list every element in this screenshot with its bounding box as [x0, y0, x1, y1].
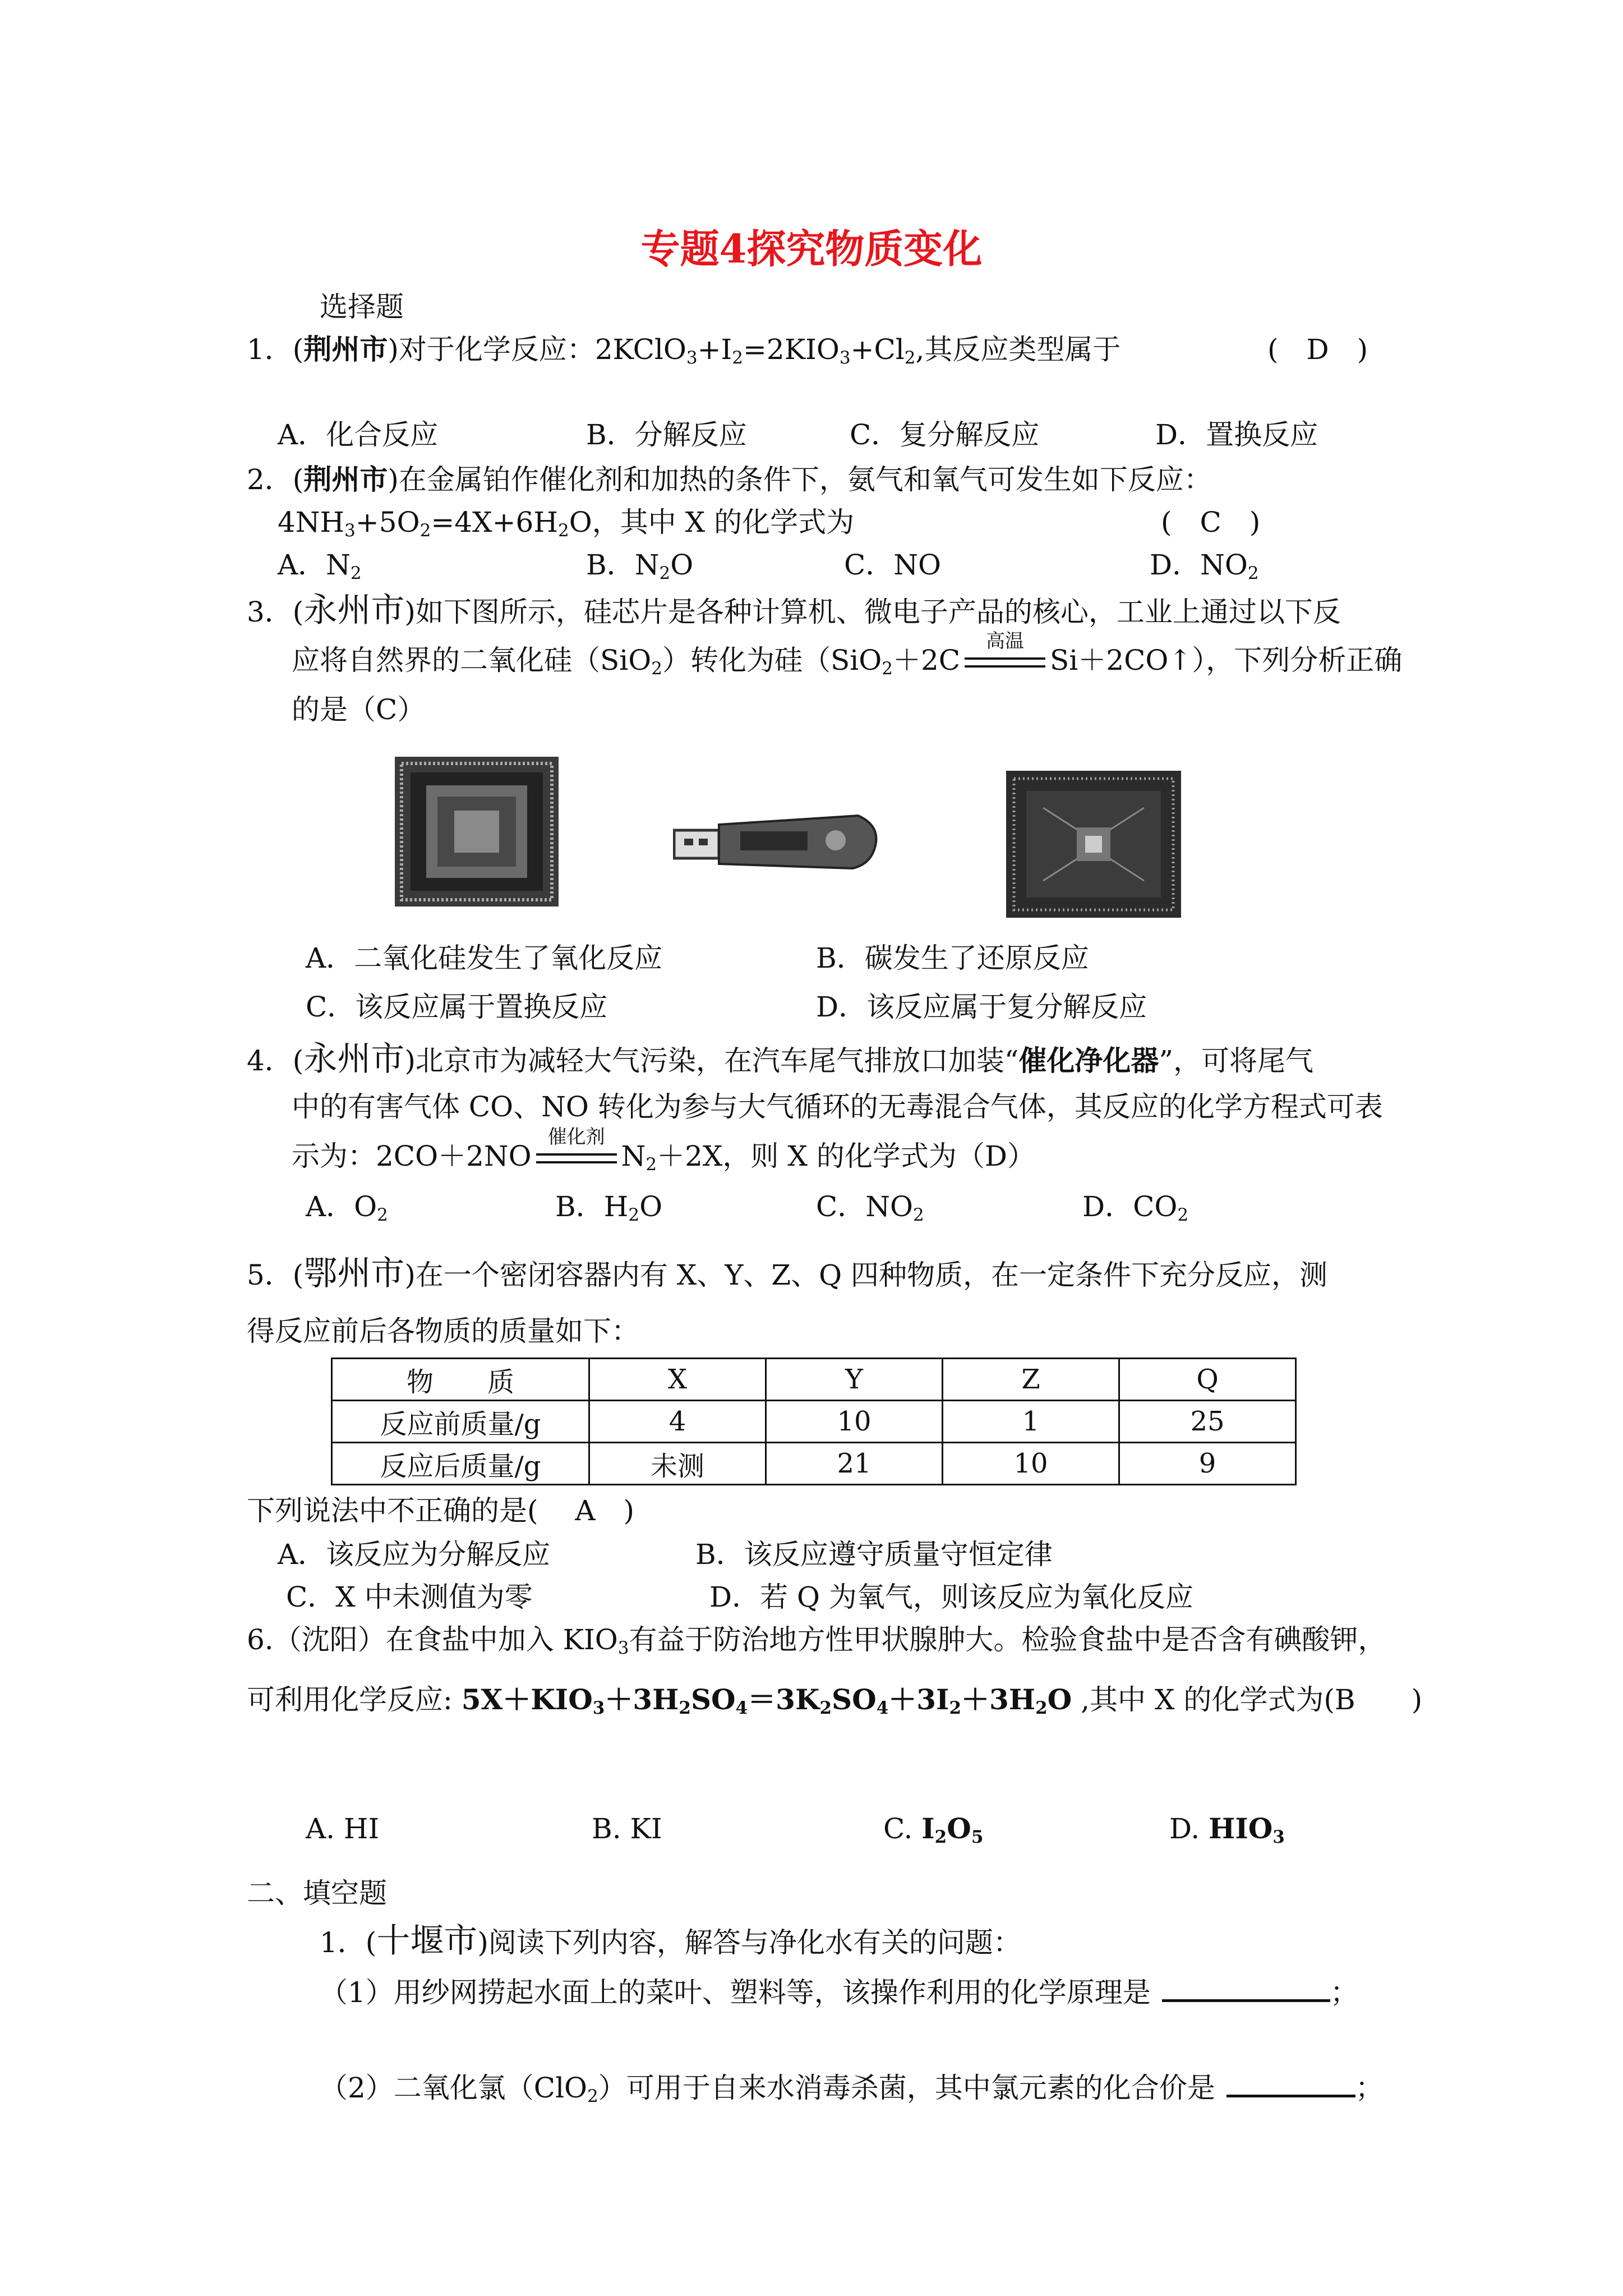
question-2-option-d: D．$NO_2$	[1150, 549, 1259, 583]
table-cell: 10	[766, 1401, 943, 1443]
question-2-stem: 2．(荆州市)在金属铂作催化剂和加热的条件下，氨气和氧气可发生如下反应：	[247, 463, 1212, 496]
mass-table	[331, 1358, 1297, 1485]
question-4-option-c: C．$NO_2$	[816, 1190, 924, 1225]
question-2-option-a: A．$N_2$	[278, 549, 362, 583]
question-3-option-d: D．该反应属于复分解反应	[816, 991, 1147, 1023]
section-fill-heading: 二、填空题	[247, 1877, 387, 1910]
question-4-line-2: 中的有害气体 CO、NO 转化为参与大气循环的无毒混合气体，其反应的化学方程式可表	[292, 1091, 1383, 1123]
section-choice-heading: 选择题	[320, 291, 404, 323]
question-6-option-a: A. HI	[306, 1812, 380, 1845]
question-4-option-b: B．$H_2O$	[555, 1190, 663, 1225]
question-1-answer: ( D )	[1267, 333, 1368, 366]
table-cell: 9	[1119, 1443, 1296, 1485]
table-header-cell: 物 质	[332, 1359, 589, 1401]
question-6-line-1: 6.（沈阳）在食盐中加入 $KIO_3$有益于防治地方性甲状腺肿大。检验食盐中是否含有碘酸钾，	[247, 1623, 1386, 1658]
answer-blank-2[interactable]	[1227, 2071, 1355, 2097]
question-3-line-2: 应将自然界的二氧化硅（SiO$_2$）转化为硅（SiO$_2$＋2C 高温 Si＋2CO↑），下列分析正确	[292, 630, 1403, 679]
question-5-option-a: A．该反应为分解反应	[278, 1538, 551, 1571]
question-2-equation: $4NH_3+5O_2=4X+6H_2O$，其中 X 的化学式为	[278, 506, 855, 541]
question-2-answer: ( C )	[1161, 506, 1261, 539]
table-cell: 反应后质量/g	[332, 1443, 589, 1485]
catalyst-condition: 催化剂	[532, 1144, 621, 1172]
question-3-line-1: 3．(永州市)如下图所示，硅芯片是各种计算机、微电子产品的核心，工业上通过以下反	[247, 591, 1341, 630]
fill-1-line-1: 1．(十堰市)阅读下列内容，解答与净化水有关的问题：	[320, 1921, 1021, 1961]
question-5-line-1: 5．(鄂州市)在一个密闭容器内有 X、Y、Z、Q 四种物质，在一定条件下充分反应，测	[247, 1254, 1327, 1293]
microchip-image	[1004, 769, 1183, 920]
fill-1-sub-2: （2）二氧化氯（ClO$_2$）可用于自来水消毒杀菌，其中氯元素的化合价是 ；	[320, 2072, 1384, 2106]
table-header-cell: Q	[1119, 1359, 1296, 1401]
question-3-option-a: A．二氧化硅发生了氧化反应	[306, 942, 663, 974]
table-header-cell: Z	[943, 1359, 1119, 1401]
question-1-option-a: A．化合反应	[278, 418, 439, 451]
answer-blank-1[interactable]	[1162, 1976, 1330, 2002]
question-6-option-b: B. KI	[592, 1812, 662, 1845]
fill-1-sub-1: （1）用纱网捞起水面上的菜叶、塑料等，该操作利用的化学原理是 ；	[320, 1976, 1358, 2009]
question-4-option-a: A．$O_2$	[306, 1190, 388, 1225]
table-cell: 21	[766, 1443, 943, 1485]
question-5-option-c: C．X 中未测值为零	[286, 1581, 533, 1613]
table-cell: 1	[943, 1401, 1119, 1443]
question-5-option-d: D．若 Q 为氧气，则该反应为氧化反应	[709, 1581, 1193, 1613]
question-3-line-3: 的是（C）	[292, 693, 426, 726]
question-6-option-c: C. $I_2O_5$	[883, 1812, 984, 1847]
question-4-option-d: D．$CO_2$	[1082, 1190, 1189, 1225]
table-header-cell: X	[589, 1359, 766, 1401]
table-row	[332, 1401, 1296, 1443]
page-title: 专题4探究物质变化	[640, 226, 983, 272]
high-temperature-condition: 高温	[960, 648, 1050, 677]
question-1-option-b: B．分解反应	[586, 418, 747, 451]
question-2-option-b: B．$N_2O$	[586, 549, 694, 583]
question-4-line-1: 4．(永州市)北京市为减轻大气污染，在汽车尾气排放口加装“催化净化器”，可将尾气	[247, 1039, 1313, 1079]
question-1-option-c: C．复分解反应	[850, 418, 1040, 451]
question-5-option-b: B．该反应遵守质量守恒定律	[695, 1538, 1053, 1571]
table-cell: 反应前质量/g	[332, 1401, 589, 1443]
table-cell: 10	[943, 1443, 1119, 1485]
question-6-option-d: D. $HIO_3$	[1169, 1812, 1285, 1847]
question-5-line-2: 得反应前后各物质的质量如下：	[247, 1315, 639, 1347]
usb-drive-image	[673, 808, 880, 875]
table-row	[332, 1443, 1296, 1485]
question-3-option-b: B．碳发生了还原反应	[816, 942, 1089, 974]
question-2-option-c: C．NO	[844, 549, 941, 581]
table-header-cell: Y	[766, 1359, 943, 1401]
question-3-option-c: C．该反应属于置换反应	[306, 991, 608, 1023]
table-header-row	[332, 1359, 1296, 1401]
table-cell: 25	[1119, 1401, 1296, 1443]
question-6-equation: $5X+KIO_3+3H_2SO_4=3K_2SO_4+3I_2+3H_2O$	[461, 1683, 1072, 1718]
question-5-prompt: 下列说法中不正确的是( A )	[247, 1494, 635, 1527]
cpu-chip-image	[393, 754, 561, 909]
table-cell: 4	[589, 1401, 766, 1443]
question-1-stem: 1．(荆州市)对于化学反应：$2KClO_3+I_2=2KIO_3+Cl_2$,其反应类型属于	[247, 333, 1121, 368]
table-cell: 未测	[589, 1443, 766, 1485]
question-1-option-d: D．置换反应	[1155, 418, 1318, 451]
question-4-line-3: 示为：2CO＋2NO 催化剂 $N_2+2X$，则 X 的化学式为（D）	[292, 1126, 1035, 1175]
question-6-line-2: 可利用化学反应: $5X+KIO_3+3H_2SO_4=3K_2SO_4+3I_2+3H_2O$ ,其中 X 的化学式为(B )	[247, 1683, 1423, 1718]
